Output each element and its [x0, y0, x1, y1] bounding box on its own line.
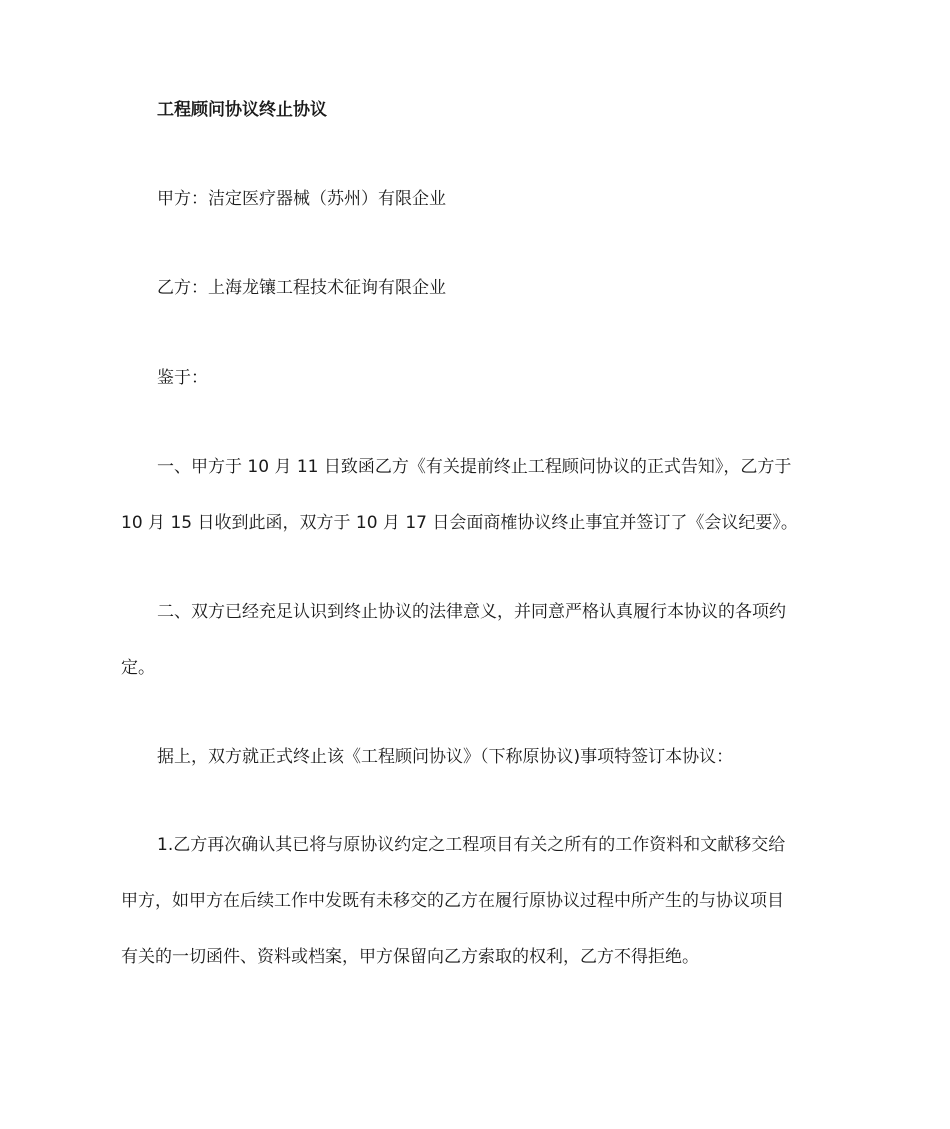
clause-one-line-1: 一、甲方于 10 月 11 日致函乙方《有关提前终止工程顾问协议的正式告知》，乙方于	[157, 457, 792, 477]
document-title: 工程顾问协议终止协议	[157, 100, 327, 120]
party-a-line: 甲方：洁定医疗器械（苏州）有限企业	[157, 189, 446, 209]
party-b-line: 乙方：上海龙镶工程技术征询有限企业	[157, 278, 446, 298]
basis-line: 据上，双方就正式终止该《工程顾问协议》（下称原协议)事项特签订本协议：	[157, 747, 734, 767]
whereas-line: 鉴于：	[157, 368, 208, 388]
article-1-line-3: 有关的一切函件、资料或档案，甲方保留向乙方索取的权利，乙方不得拒绝。	[121, 947, 699, 967]
article-1-line-2: 甲方，如甲方在后续工作中发既有未移交的乙方在履行原协议过程中所产生的与协议项目	[121, 891, 784, 911]
clause-two-line-1: 二、双方已经充足认识到终止协议的法律意义，并同意严格认真履行本协议的各项约	[157, 602, 786, 622]
article-1-line-1: 1.乙方再次确认其已将与原协议约定之工程项目有关之所有的工作资料和文献移交给	[157, 835, 786, 855]
clause-two-line-2: 定。	[121, 658, 155, 678]
clause-one-line-2: 10 月 15 日收到此函，双方于 10 月 17 日会面商榷协议终止事宜并签订了《会议纪要》。	[121, 513, 798, 533]
